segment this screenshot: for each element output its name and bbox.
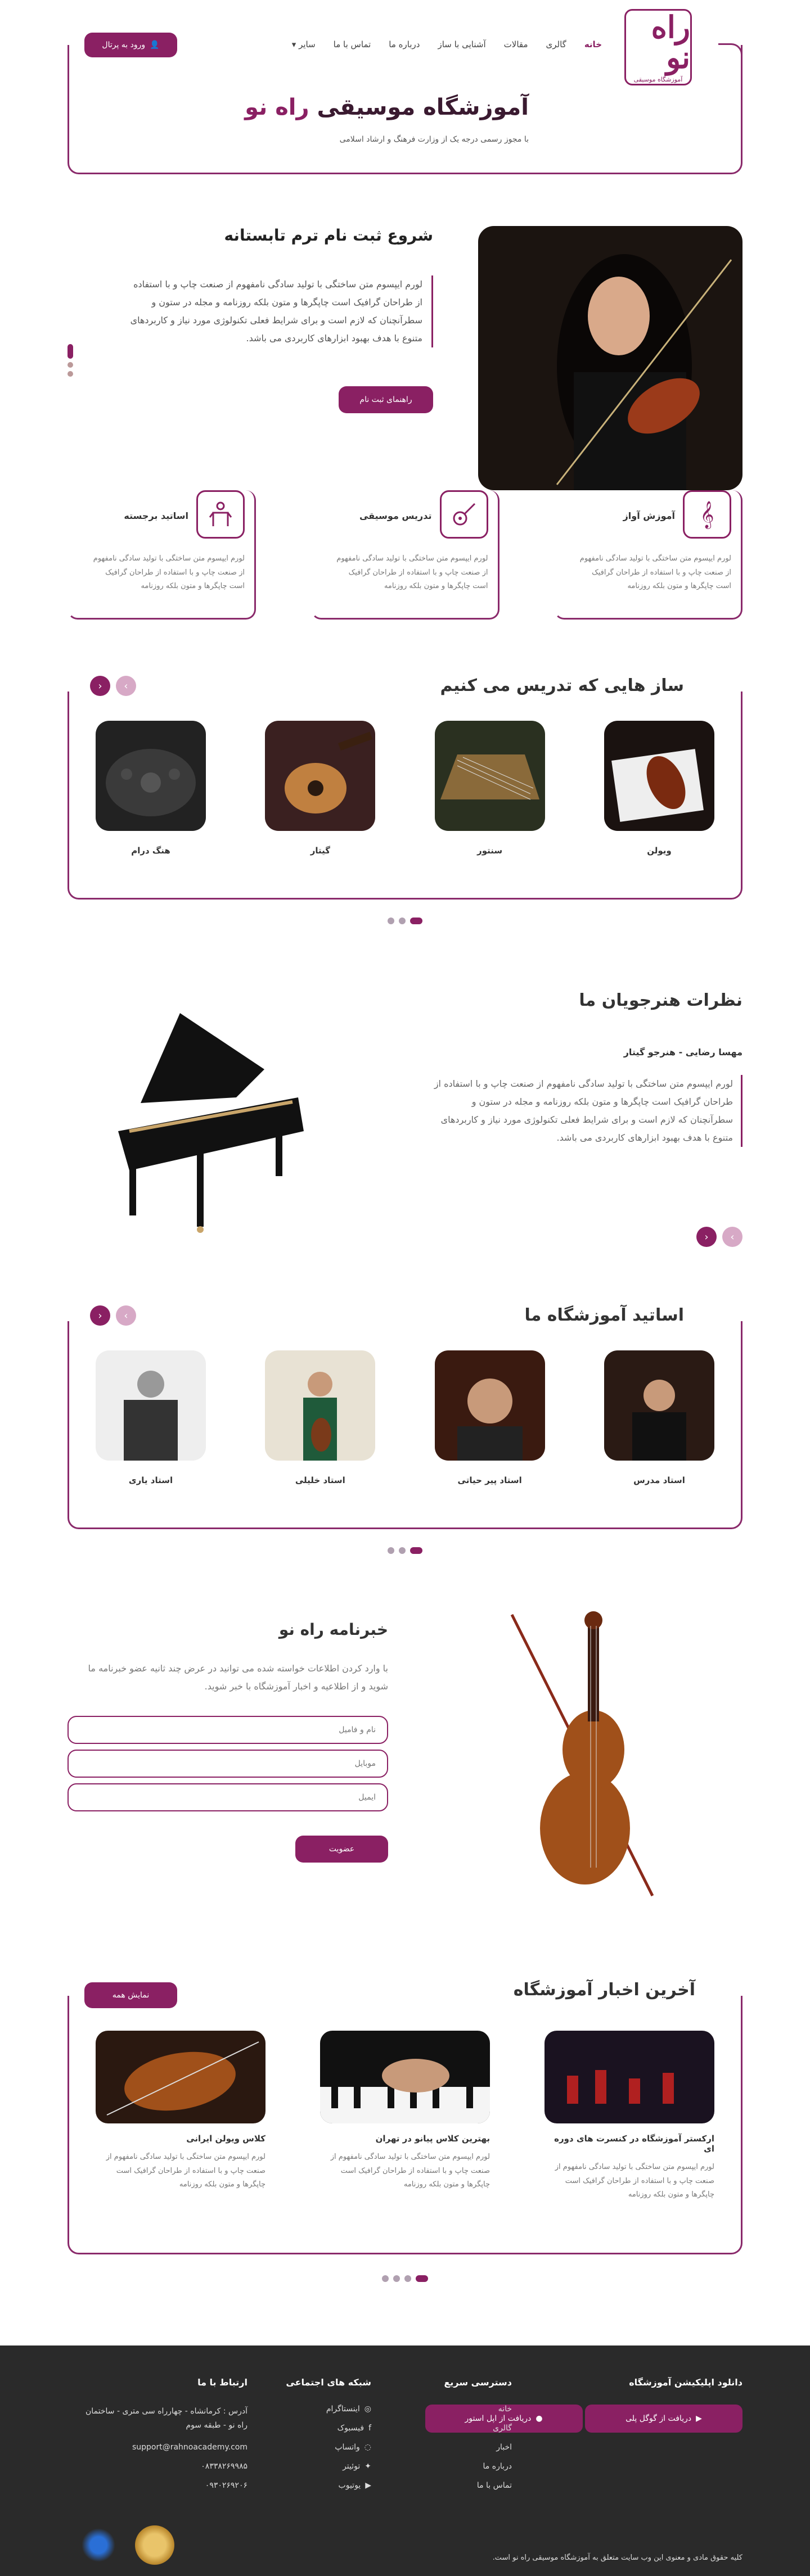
carousel-arrows <box>90 676 136 696</box>
show-all-button[interactable]: نمایش همه <box>84 1982 177 2008</box>
google-play-button[interactable] <box>585 2405 742 2433</box>
app-store-label: دریافت از اپل استور <box>465 2414 532 2423</box>
social-link-twitter[interactable] <box>286 2462 371 2471</box>
carousel-dot[interactable] <box>410 918 422 924</box>
play-store-icon: ▶ <box>696 2414 702 2423</box>
nav-instruments[interactable]: آشنایی با ساز <box>438 39 486 49</box>
guitar-image <box>265 721 375 831</box>
page-title-prefix: آموزشگاه موسیقی <box>317 94 529 120</box>
social-label: اینستاگرام <box>326 2405 360 2414</box>
chevron-left-icon[interactable]: ‹ <box>90 676 110 696</box>
service-title: آموزش آواز <box>623 510 675 521</box>
service-text: لورم ایپسوم متن ساختگی با تولید سادگی نامفهوم از صنعت چاپ و با استفاده از طراحان گرافیک است چاپگرها و متون بلکه روزنامه <box>336 554 488 591</box>
twitter-icon: ✦ <box>364 2462 371 2471</box>
social-label: یوتیوب <box>338 2481 361 2490</box>
carousel-dot[interactable] <box>393 2275 400 2282</box>
testimonials-section <box>68 991 742 1305</box>
footer-link[interactable]: تماس با ما <box>476 2481 512 2490</box>
footer-link[interactable]: خانه <box>498 2405 512 2414</box>
slider-dot[interactable] <box>68 371 73 377</box>
instrument-card[interactable] <box>435 721 545 856</box>
newsletter-title: خبرنامه راه نو <box>278 1620 388 1639</box>
chevron-left-icon[interactable]: ‹ <box>696 1227 717 1247</box>
logo[interactable] <box>624 9 692 85</box>
instrument-card[interactable] <box>265 721 375 856</box>
service-card[interactable] <box>554 490 742 620</box>
page-title <box>245 94 529 120</box>
chevron-right-icon[interactable]: › <box>116 676 136 696</box>
nav-articles[interactable]: مقالات <box>503 39 528 49</box>
main-nav <box>292 39 602 49</box>
instrument-name: سنتور <box>477 846 503 856</box>
carousel-dot[interactable] <box>404 2275 411 2282</box>
instruments-section <box>68 676 742 991</box>
instruments-title: ساز هایی که تدریس می کنیم <box>432 676 692 695</box>
testimonials-title: نظرات هنرجویان ما <box>579 991 742 1010</box>
footer-contact-title: ارتباط با ما <box>197 2377 248 2388</box>
teacher-name: استاد خلیلی <box>295 1475 345 1485</box>
service-title: اساتید برجسته <box>124 510 188 521</box>
violin-image <box>604 721 714 831</box>
copyright-text: کلیه حقوق مادی و معنوی این وب سایت متعلق به آموزشگاه موسیقی راه نو است. <box>492 2554 742 2562</box>
news-section <box>68 1980 742 2323</box>
nav-contact[interactable]: تماس با ما <box>333 39 371 49</box>
newsletter-text: با وارد کردن اطلاعات خواسته شده می توانید در عرض چند ثانیه عضو خبرنامه ما شوید و از اطلاعیه و اخبار آموزشگاه با خبر شوید. <box>88 1663 388 1692</box>
instrument-card[interactable] <box>604 721 714 856</box>
samandehi-badge-icon[interactable] <box>79 2525 118 2565</box>
service-title: تدریس موسیقی <box>359 510 432 521</box>
footer-app-title: دانلود اپلیکیشن آموزشگاه <box>629 2377 742 2388</box>
carousel-dot[interactable] <box>388 1547 394 1554</box>
teacher-card[interactable] <box>265 1350 375 1485</box>
social-link-instagram[interactable] <box>286 2405 371 2414</box>
teacher-card[interactable] <box>96 1350 206 1485</box>
testimonial-author: مهسا رضایی - هنرجو گیتار <box>623 1047 742 1057</box>
news-excerpt: لورم ایپسوم متن ساختگی با تولید سادگی نامفهوم از صنعت چاپ و با استفاده از طراحان گرافیک است چاپگرها و متون بلکه روزنامه <box>555 2163 714 2199</box>
nav-more[interactable] <box>292 39 316 49</box>
news-list <box>96 2031 714 2202</box>
user-icon: 👤 <box>150 40 160 49</box>
carousel-dot[interactable] <box>410 1547 422 1554</box>
portal-login-label: ورود به پرتال <box>102 40 146 49</box>
footer <box>0 2345 810 2576</box>
footer-link[interactable]: درباره ما <box>483 2462 512 2471</box>
footer-phone[interactable]: ۰۸۳۳۸۲۶۹۹۸۵ <box>201 2462 248 2471</box>
footer-contact <box>84 2377 248 2500</box>
services-section <box>68 490 742 676</box>
service-card[interactable] <box>68 490 256 620</box>
newsletter-section <box>68 1620 742 1980</box>
header <box>68 0 742 174</box>
social-link-youtube[interactable] <box>286 2481 371 2490</box>
facebook-icon: f <box>368 2424 371 2433</box>
chevron-right-icon[interactable]: › <box>722 1227 742 1247</box>
music-note-icon: 𝄞 <box>683 490 731 539</box>
carousel-dots <box>68 918 742 924</box>
news-card[interactable] <box>96 2031 266 2202</box>
piano-image <box>96 1002 321 1260</box>
nav-gallery[interactable]: گالری <box>546 39 566 49</box>
page-subtitle: با مجوز رسمی درجه یک از وزارت فرهنگ و ارشاد اسلامی <box>339 135 529 144</box>
service-text: لورم ایپسوم متن ساختگی با تولید سادگی نامفهوم از صنعت چاپ و با استفاده از طراحان گرافیک است چاپگرها و متون بلکه روزنامه <box>579 554 731 591</box>
news-excerpt: لورم ایپسوم متن ساختگی با تولید سادگی نامفهوم از صنعت چاپ و با استفاده از طراحان گرافیک است چاپگرها و متون بلکه روزنامه <box>330 2153 490 2189</box>
page <box>68 0 742 2323</box>
news-headline: کلاس ویولن ایرانی <box>186 2134 266 2144</box>
portal-login-button[interactable] <box>84 33 177 57</box>
news-title: آخرین اخبار آموزشگاه <box>506 1980 703 2000</box>
teacher-photo <box>604 1350 714 1461</box>
name-field[interactable] <box>68 1716 388 1744</box>
news-card[interactable] <box>320 2031 490 2202</box>
registration-title: شروع ثبت نام ترم تابستانه <box>224 226 433 245</box>
teacher-name: استاد یاری <box>128 1475 173 1485</box>
teacher-icon <box>196 490 245 539</box>
youtube-icon: ▶ <box>365 2481 371 2490</box>
testimonial-arrows <box>696 1227 742 1247</box>
testimonial-text: لورم ایپسوم متن ساختگی با تولید سادگی نامفهوم از صنعت چاپ و با استفاده از طراحان گرافیک است چاپگرها و متون بلکه روزنامه و مجله در ستون و سطرآنچنان که لازم است و برای شرایط فعلی تکنولوژی مورد نیاز و کاربردهای متنوع با هدف بهبود ابزارهای کاربردی می باشد. <box>428 1075 742 1147</box>
mobile-field[interactable] <box>68 1750 388 1778</box>
nav-home[interactable]: خانه <box>584 39 602 49</box>
slider-dots <box>68 344 73 377</box>
teachers-title: اساتید آموزشگاه ما <box>517 1305 692 1325</box>
social-label: فیسبوک <box>337 2424 364 2433</box>
teachers-list <box>96 1350 714 1485</box>
footer-quick-links <box>444 2377 512 2500</box>
piano-keys-image <box>320 2031 490 2123</box>
hang-drum-image <box>96 721 206 831</box>
violinist-image <box>478 226 742 490</box>
instagram-icon: ◎ <box>364 2405 371 2414</box>
news-excerpt: لورم ایپسوم متن ساختگی با تولید سادگی نامفهوم از صنعت چاپ و با استفاده از طراحان گرافیک است چاپگرها و متون بلکه روزنامه <box>106 2153 266 2189</box>
enamad-badge-icon[interactable] <box>135 2525 174 2565</box>
footer-email[interactable]: support@rahnoacademy.com <box>132 2443 248 2452</box>
footer-social-title: شبکه های اجتماعی <box>286 2377 371 2388</box>
news-card[interactable] <box>544 2031 714 2202</box>
footer-link[interactable]: گالری <box>493 2424 512 2433</box>
carousel-dot[interactable] <box>388 918 394 924</box>
guitar-icon <box>440 490 488 539</box>
violin-image <box>472 1603 742 1907</box>
logo-mark: راه نو <box>651 8 690 75</box>
teacher-photo <box>435 1350 545 1461</box>
instrument-card[interactable] <box>96 721 206 856</box>
google-play-label: دریافت از گوگل پلی <box>626 2414 692 2423</box>
service-card[interactable] <box>311 490 500 620</box>
registration-guide-button[interactable]: راهنمای ثبت نام <box>339 386 433 413</box>
news-headline: ارکستر آموزشگاه در کنسرت های دوره ای <box>554 2134 714 2154</box>
carousel-dot[interactable] <box>399 918 406 924</box>
carousel-dots <box>68 1547 742 1554</box>
teacher-name: استاد پیر حیاتی <box>457 1475 522 1485</box>
news-headline: بهترین کلاس پیانو در تهران <box>375 2134 490 2144</box>
carousel-dot[interactable] <box>416 2275 428 2282</box>
social-label: واتساپ <box>335 2443 360 2452</box>
service-text: لورم ایپسوم متن ساختگی با تولید سادگی نامفهوم از صنعت چاپ و با استفاده از طراحان گرافیک است چاپگرها و متون بلکه روزنامه <box>93 554 245 591</box>
subscribe-button[interactable]: عضویت <box>295 1836 388 1863</box>
nav-about[interactable]: درباره ما <box>389 39 420 49</box>
logo-subtitle: آموزشگاه موسیقی <box>633 75 683 83</box>
teachers-section <box>68 1305 742 1620</box>
page-title-highlight: راه نو <box>245 94 309 120</box>
slider-dot[interactable] <box>68 362 73 368</box>
teacher-photo <box>96 1350 206 1461</box>
trust-badges <box>79 2525 174 2565</box>
orchestra-image <box>544 2031 714 2123</box>
footer-address: آدرس : کرمانشاه - چهارراه سی متری - ساختمان راه نو - طبقه سوم <box>86 2407 248 2430</box>
instruments-list <box>96 721 714 856</box>
carousel-arrows <box>90 1305 136 1326</box>
carousel-dots <box>68 2275 742 2282</box>
teacher-card[interactable] <box>435 1350 545 1485</box>
registration-text: لورم ایپسوم متن ساختگی با تولید سادگی نامفهوم از صنعت چاپ و با استفاده از طراحان گرافیک است چاپگرها و متون بلکه روزنامه و مجله در ستون و سطرآنچنان که لازم است و برای شرایط فعلی تکنولوژی مورد نیاز و کاربردهای متنوع با هدف بهبود ابزارهای کاربردی می باشد. <box>129 275 433 347</box>
footer-social <box>286 2377 371 2500</box>
chevron-left-icon[interactable]: ‹ <box>90 1305 110 1326</box>
instrument-name: گیتار <box>310 846 330 856</box>
teacher-name: استاد مدرس <box>633 1475 685 1485</box>
email-field[interactable] <box>68 1783 388 1811</box>
carousel-dot[interactable] <box>399 1547 406 1554</box>
apple-icon: ● <box>536 2414 543 2423</box>
chevron-right-icon[interactable]: › <box>116 1305 136 1326</box>
instrument-name: ویولن <box>647 846 672 856</box>
teacher-card[interactable] <box>604 1350 714 1485</box>
social-link-facebook[interactable] <box>286 2424 371 2433</box>
carousel-dot[interactable] <box>382 2275 389 2282</box>
footer-phone[interactable]: ۰۹۳۰۲۶۹۲۰۶ <box>205 2481 248 2491</box>
chevron-down-icon: ▾ <box>291 39 296 49</box>
santur-image <box>435 721 545 831</box>
footer-quick-title: دسترسی سریع <box>444 2377 512 2388</box>
teacher-photo <box>265 1350 375 1461</box>
nav-more-label: سایر <box>299 39 316 49</box>
footer-link[interactable]: اخبار <box>496 2443 512 2452</box>
instrument-name: هنگ درام <box>131 846 170 856</box>
social-label: توئیتر <box>343 2462 361 2471</box>
slider-dot[interactable] <box>68 344 73 359</box>
social-link-whatsapp[interactable] <box>286 2443 371 2452</box>
whatsapp-icon: ◌ <box>364 2443 371 2452</box>
violin-class-image <box>96 2031 266 2123</box>
